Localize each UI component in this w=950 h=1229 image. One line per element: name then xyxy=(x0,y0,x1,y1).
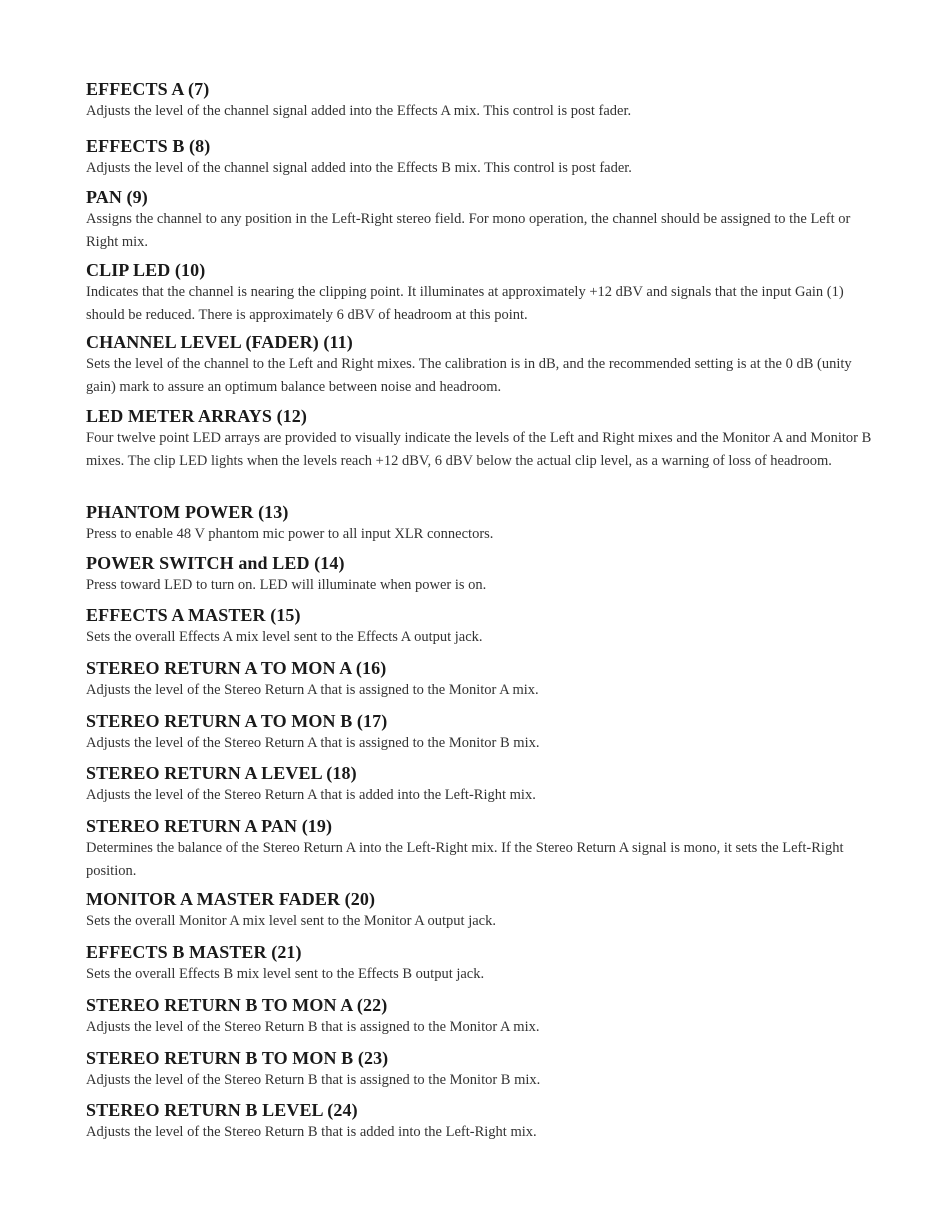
section-description: Indicates that the channel is nearing the clipping point. It illuminates at approximately +12 dBV and signals that the input Gain (1) should be reduced. There is approximately 6 dBV of headroom at this point. xyxy=(86,284,844,323)
section-effects-b xyxy=(86,135,876,186)
section-description: Adjusts the level of the Stereo Return B that is assigned to the Monitor A mix. xyxy=(86,1019,540,1035)
section-description: Adjusts the level of the Stereo Return B that is added into the Left-Right mix. xyxy=(86,1124,537,1140)
section-description: Assigns the channel to any position in the Left-Right stereo field. For mono operation, the channel should be assigned to the Left or Right mix. xyxy=(86,211,851,250)
section-description: Sets the overall Effects B mix level sent to the Effects B output jack. xyxy=(86,966,485,982)
section-effects-a xyxy=(86,78,876,135)
section-description: Press to enable 48 V phantom mic power to all input XLR connectors. xyxy=(86,526,494,542)
section-stereo-return-b-level xyxy=(86,1099,876,1151)
section-clip-led xyxy=(86,259,876,331)
section-stereo-return-a-to-mon-b xyxy=(86,710,876,762)
section-description: Adjusts the level of the Stereo Return A that is assigned to the Monitor B mix. xyxy=(86,735,540,751)
section-heading: EFFECTS B MASTER (21) xyxy=(86,942,302,962)
section-heading: STEREO RETURN B TO MON A (22) xyxy=(86,995,388,1015)
section-stereo-return-b-to-mon-a xyxy=(86,994,876,1047)
section-heading: CHANNEL LEVEL (FADER) (11) xyxy=(86,332,353,352)
section-heading: STEREO RETURN A PAN (19) xyxy=(86,816,333,836)
section-heading: STEREO RETURN B TO MON B (23) xyxy=(86,1048,389,1068)
section-heading: EFFECTS B (8) xyxy=(86,136,211,156)
document-page xyxy=(86,78,876,1151)
section-description: Adjusts the level of the Stereo Return A that is assigned to the Monitor A mix. xyxy=(86,682,539,698)
section-heading: STEREO RETURN B LEVEL (24) xyxy=(86,1100,358,1120)
section-power-switch xyxy=(86,552,876,604)
section-heading: POWER SWITCH and LED (14) xyxy=(86,553,345,573)
section-description: Four twelve point LED arrays are provided to visually indicate the levels of the Left and Right mixes and the Monitor A and Monitor B mixes. The clip LED lights when the levels reach +12 dBV, 6 dBV below the actual clip level, as a warning of loss of headroom. xyxy=(86,430,872,469)
section-description: Sets the overall Effects A mix level sent to the Effects A output jack. xyxy=(86,629,483,645)
section-heading: EFFECTS A MASTER (15) xyxy=(86,605,301,625)
section-heading: EFFECTS A (7) xyxy=(86,79,210,99)
section-description: Determines the balance of the Stereo Return A into the Left-Right mix. If the Stereo Return A signal is mono, it sets the Left-Right position. xyxy=(86,840,844,879)
section-heading: STEREO RETURN A LEVEL (18) xyxy=(86,763,357,783)
section-description: Adjusts the level of the channel signal added into the Effects A mix. This control is post fader. xyxy=(86,103,632,119)
section-channel-level xyxy=(86,331,876,405)
section-heading: LED METER ARRAYS (12) xyxy=(86,406,307,426)
section-led-meter-arrays xyxy=(86,405,876,501)
section-heading: STEREO RETURN A TO MON B (17) xyxy=(86,711,388,731)
section-monitor-a-master-fader xyxy=(86,888,876,941)
section-description: Sets the overall Monitor A mix level sent to the Monitor A output jack. xyxy=(86,913,496,929)
section-stereo-return-a-level xyxy=(86,762,876,815)
section-description: Sets the level of the channel to the Left and Right mixes. The calibration is in dB, and the recommended setting is at the 0 dB (unity gain) mark to assure an optimum balance between noise and headroom. xyxy=(86,356,852,395)
section-stereo-return-a-pan xyxy=(86,815,876,888)
section-description: Press toward LED to turn on. LED will illuminate when power is on. xyxy=(86,577,487,593)
section-effects-b-master xyxy=(86,941,876,994)
section-pan xyxy=(86,186,876,259)
section-description: Adjusts the level of the Stereo Return A that is added into the Left-Right mix. xyxy=(86,787,536,803)
section-heading: STEREO RETURN A TO MON A (16) xyxy=(86,658,387,678)
section-heading: CLIP LED (10) xyxy=(86,260,206,280)
section-phantom-power xyxy=(86,501,876,552)
section-effects-a-master xyxy=(86,604,876,657)
section-description: Adjusts the level of the Stereo Return B that is assigned to the Monitor B mix. xyxy=(86,1072,541,1088)
section-stereo-return-a-to-mon-a xyxy=(86,657,876,710)
section-heading: PHANTOM POWER (13) xyxy=(86,502,289,522)
section-description: Adjusts the level of the channel signal added into the Effects B mix. This control is post fader. xyxy=(86,160,632,176)
section-stereo-return-b-to-mon-b xyxy=(86,1047,876,1099)
section-heading: MONITOR A MASTER FADER (20) xyxy=(86,889,376,909)
section-heading: PAN (9) xyxy=(86,187,148,207)
